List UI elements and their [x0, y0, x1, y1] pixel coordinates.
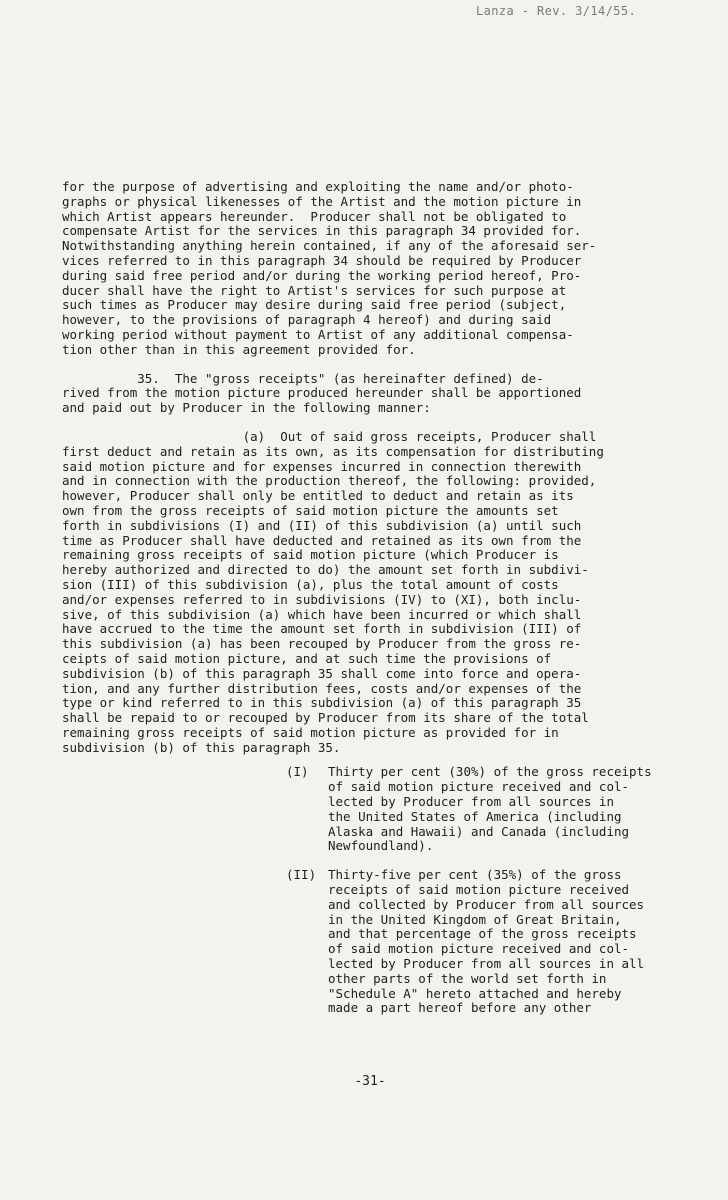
text-line: ceipts of said motion picture, and at such time the provisions of: [62, 650, 552, 666]
text-line: (a) Out of said gross receipts, Producer shall: [62, 428, 597, 444]
text-line: receipts of said motion picture received: [328, 882, 630, 898]
text-line: Newfoundland).: [328, 838, 434, 854]
text-line: sion (III) of this subdivision (a), plus the total amount of costs: [62, 576, 559, 592]
text-line: for the purpose of advertising and exploiting the name and/or photo-: [62, 179, 574, 194]
text-line: however, to the provisions of paragraph 4 hereof) and during said: [62, 312, 552, 328]
text-line: graphs or physical likenesses of the Artist and the motion picture in: [62, 193, 582, 209]
text-line: sive, of this subdivision (a) which have been incurred or which shall: [62, 606, 582, 622]
text-line: Thirty per cent (30%) of the gross receipts: [328, 764, 652, 780]
text-line: shall be repaid to or recouped by Producer from its share of the total: [62, 710, 589, 726]
paragraph-34-continuation: [62, 180, 722, 358]
text-line: and in connection with the production thereof, the following: provided,: [62, 473, 597, 489]
text-line: own from the gross receipts of said motion picture the amounts set: [62, 502, 559, 518]
subdivision-I: [286, 765, 722, 854]
text-line: vices referred to in this paragraph 34 should be required by Producer: [62, 252, 582, 268]
paragraph-gap: [62, 416, 722, 430]
subdivision-number: (II): [286, 867, 317, 883]
text-line: tion other than in this agreement provided for.: [62, 341, 416, 357]
paragraph-35: [62, 372, 722, 416]
text-line: forth in subdivisions (I) and (II) of this subdivision (a) until such: [62, 517, 582, 533]
text-line: have accrued to the time the amount set forth in subdivision (III) of: [62, 621, 582, 637]
text-line: this subdivision (a) has been recouped by Producer from the gross re-: [62, 636, 582, 652]
subdivision-II: [286, 868, 722, 1016]
text-line: type or kind referred to in this subdivision (a) of this paragraph 35: [62, 695, 582, 711]
text-line: remaining gross receipts of said motion picture (which Producer is: [62, 547, 559, 563]
paragraph-gap: [62, 854, 722, 868]
text-line: such times as Producer may desire during said free period (subject,: [62, 297, 567, 313]
text-line: Alaska and Hawaii) and Canada (including: [328, 823, 630, 839]
text-line: compensate Artist for the services in this paragraph 34 provided for.: [62, 223, 582, 239]
subdivision-number: (I): [286, 764, 309, 780]
text-line: Thirty-five per cent (35%) of the gross: [328, 867, 622, 883]
contract-body: [62, 180, 722, 1016]
text-line: and/or expenses referred to in subdivisions (IV) to (XI), both inclu-: [62, 591, 582, 607]
text-line: 35. The "gross receipts" (as hereinafter defined) de-: [62, 370, 544, 386]
page-number: -31-: [354, 1074, 386, 1089]
subdivision-a: [62, 430, 722, 756]
text-line: first deduct and retain as its own, as its compensation for distributing: [62, 443, 604, 459]
text-line: rived from the motion picture produced hereunder shall be apportioned: [62, 385, 582, 401]
text-line: which Artist appears hereunder. Producer shall not be obligated to: [62, 208, 567, 224]
text-line: lected by Producer from all sources in all: [328, 956, 645, 972]
text-line: working period without payment to Artist of any additional compensa-: [62, 326, 574, 342]
text-line: during said free period and/or during the working period hereof, Pro-: [62, 267, 582, 283]
text-line: in the United Kingdom of Great Britain,: [328, 911, 622, 927]
text-line: said motion picture and for expenses incurred in connection therewith: [62, 458, 582, 474]
text-line: Notwithstanding anything herein contained, if any of the aforesaid ser-: [62, 238, 597, 254]
text-line: of said motion picture received and col-: [328, 941, 630, 957]
text-line: "Schedule A" hereto attached and hereby: [328, 985, 622, 1001]
text-line: however, Producer shall only be entitled to deduct and retain as its: [62, 488, 574, 504]
text-line: subdivision (b) of this paragraph 35.: [62, 739, 341, 755]
text-line: hereby authorized and directed to do) the amount set forth in subdivi-: [62, 562, 589, 578]
text-line: ducer shall have the right to Artist's services for such purpose at: [62, 282, 567, 298]
text-line: made a part hereof before any other: [328, 1000, 592, 1016]
text-line: tion, and any further distribution fees, costs and/or expenses of the: [62, 680, 582, 696]
text-line: lected by Producer from all sources in: [328, 794, 614, 810]
text-line: other parts of the world set forth in: [328, 970, 607, 986]
text-line: subdivision (b) of this paragraph 35 shall come into force and opera-: [62, 665, 582, 681]
text-line: and that percentage of the gross receipts: [328, 926, 637, 942]
text-line: remaining gross receipts of said motion picture as provided for in: [62, 724, 559, 740]
text-line: and paid out by Producer in the following manner:: [62, 400, 431, 416]
subdivision-text: [328, 868, 722, 1016]
subdivision-text: [328, 765, 722, 854]
text-line: and collected by Producer from all sources: [328, 896, 645, 912]
text-line: the United States of America (including: [328, 808, 622, 824]
revision-header: Lanza - Rev. 3/14/55.: [476, 4, 637, 18]
paragraph-gap: [62, 358, 722, 372]
text-line: time as Producer shall have deducted and retained as its own from the: [62, 532, 582, 548]
text-line: of said motion picture received and col-: [328, 779, 630, 795]
